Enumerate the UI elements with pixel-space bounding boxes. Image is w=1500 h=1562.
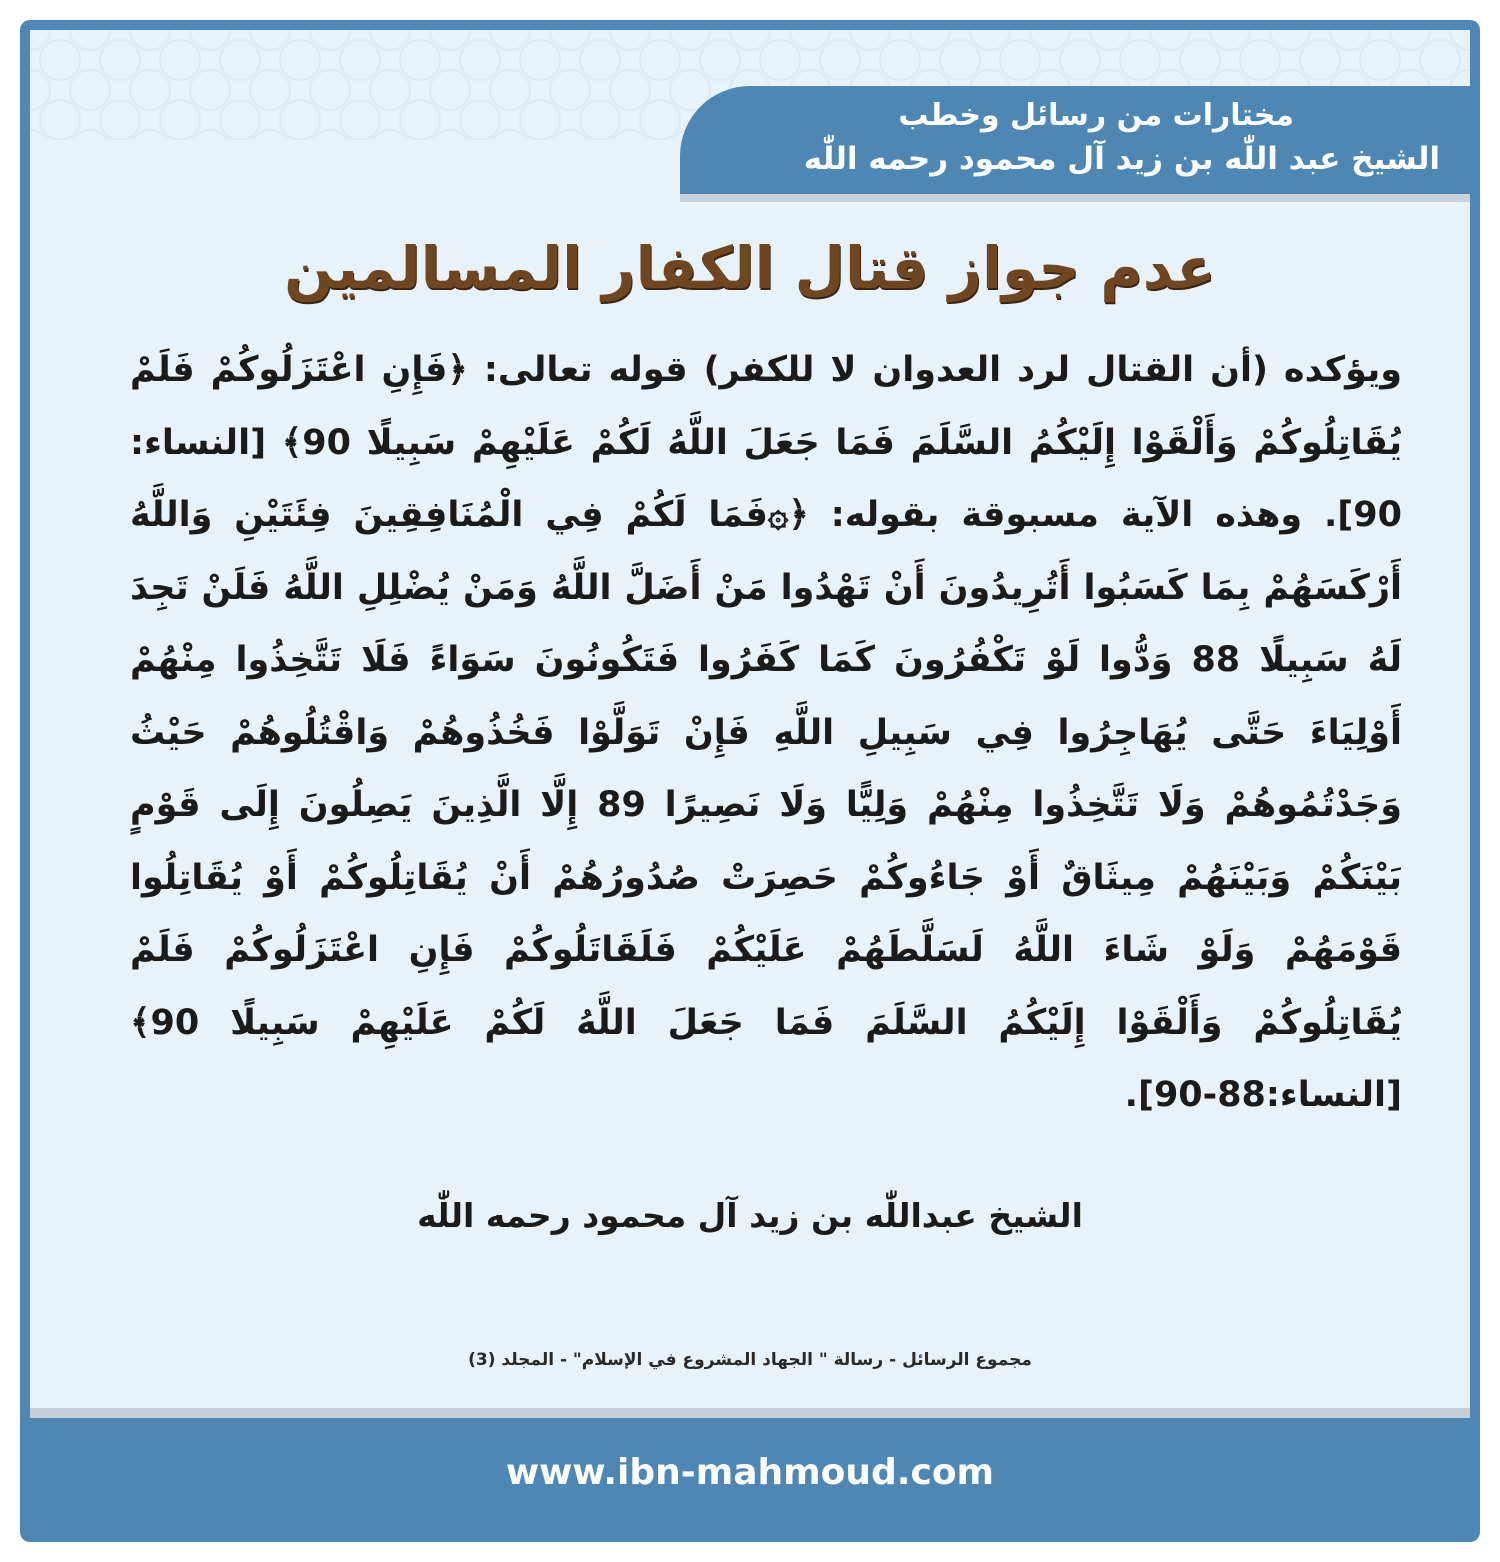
page-title: عدم جواز قتال الكفار المسالمين <box>284 234 1216 302</box>
article-body: ويؤكده (أن القتال لرد العدوان لا للكفر) قوله تعالى: ﴿فَإِنِ اعْتَزَلُوكُمْ فَلَمْ يُقَاتِلُوكُمْ وَأَلْقَوْا إِلَيْكُمُ السَّلَمَ فَمَا جَعَلَ اللَّهُ لَكُمْ عَلَيْهِمْ سَبِيلًا 90﴾ [النساء: 90]. وهذه الآية مسبوقة بقوله: ﴿۞فَمَا لَكُمْ فِي الْمُنَافِقِينَ فِئَتَيْنِ وَاللَّهُ أَرْكَسَهُمْ بِمَا كَسَبُوا أَتُرِيدُونَ أَنْ تَهْدُوا مَنْ أَضَلَّ اللَّهُ وَمَنْ يُضْلِلِ اللَّهُ فَلَنْ تَجِدَ لَهُ سَبِيلًا 88 وَدُّوا لَوْ تَكْفُرُونَ كَمَا كَفَرُوا فَتَكُونُونَ سَوَاءً فَلَا تَتَّخِذُوا مِنْهُمْ أَوْلِيَاءَ حَتَّى يُهَاجِرُوا فِي سَبِيلِ اللَّهِ فَإِنْ تَوَلَّوْا فَخُذُوهُمْ وَاقْتُلُوهُمْ حَيْثُ وَجَدْتُمُوهُمْ وَلَا تَتَّخِذُوا مِنْهُمْ وَلِيًّا وَلَا نَصِيرًا 89 إِلَّا الَّذِينَ يَصِلُونَ إِلَى قَوْمٍ بَيْنَكُمْ وَبَيْنَهُمْ مِيثَاقٌ أَوْ جَاءُوكُمْ حَصِرَتْ صُدُورُهُمْ أَنْ يُقَاتِلُوكُمْ أَوْ يُقَاتِلُوا قَوْمَهُمْ وَلَوْ شَاءَ اللَّهُ لَسَلَّطَهُمْ عَلَيْكُمْ فَلَقَاتَلُوكُمْ فَإِنِ اعْتَزَلُوكُمْ فَلَمْ يُقَاتِلُوكُمْ وَأَلْقَوْا إِلَيْكُمُ السَّلَمَ فَمَا جَعَلَ اللَّهُ لَكُمْ عَلَيْهِمْ سَبِيلًا 90﴾ [النساء:88-90]. <box>130 350 1402 1115</box>
header-author-name: الشيخ عبد اللّٰه بن زيد آل محمود رحمه اللّٰه <box>803 141 1440 177</box>
page-frame <box>20 20 1480 1542</box>
header-banner <box>680 86 1470 194</box>
website-link[interactable]: www.ibn-mahmoud.com <box>505 1452 995 1493</box>
footer-divider <box>30 1408 1470 1418</box>
source-citation: مجموع الرسائل - رسالة " الجهاد المشروع في الإسلام" - المجلد (3) <box>468 1350 1032 1370</box>
header-series-title: مختارات من رسائل وخطب <box>898 98 1294 133</box>
content-panel <box>30 30 1470 1408</box>
author-signature: الشيخ عبداللّٰه بن زيد آل محمود رحمه اللّٰه <box>417 1196 1083 1235</box>
